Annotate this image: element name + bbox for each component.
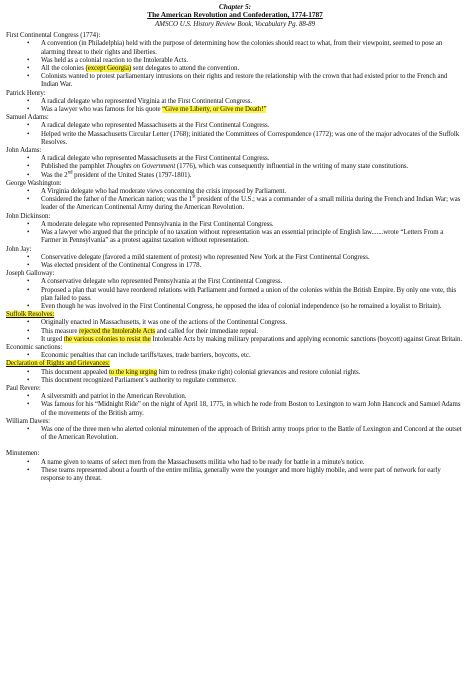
section-william-dawes [6, 418, 464, 443]
section-john-dickinson [6, 213, 464, 246]
bullet-list [6, 393, 464, 418]
text-run: president of the United States (1797-1801). [72, 171, 192, 179]
text-run: and called for their immediate repeal. [155, 327, 259, 335]
list-item [27, 196, 464, 212]
highlighted-text: “Give me Liberty, or Give me Death!” [162, 106, 267, 114]
list-item: • Conservative delegate (favored a mild statement of protest) who represented New York at the First Continental Congress. [27, 254, 464, 262]
bullet-list [6, 155, 464, 180]
highlighted-text: to the king urging [108, 368, 158, 376]
section-paul-revere [6, 385, 464, 418]
ordinal-suffix: st [192, 194, 196, 200]
spacer [6, 442, 464, 450]
page-subtitle: AMSCO U.S. History Review Book, Vocabulary Pg. 88-89 [154, 19, 316, 28]
list-item: • A radical delegate who represented Virginia at the First Continental Congress. [27, 98, 464, 106]
chapter-label: Chapter 5: [218, 2, 252, 11]
bullet-list [6, 278, 464, 311]
section-title: Patrick Henry: [6, 89, 46, 97]
highlighted-text: the various colonies to resist the [63, 335, 151, 343]
list-item: • Was elected president of the Continental Congress in 1778. [27, 262, 464, 270]
section-title: John Dickinson: [6, 212, 51, 220]
text-run: (1776), which was consequently influential in the writing of many state constitutions. [175, 163, 409, 171]
section-title: Economic sanctions: [6, 343, 63, 351]
list-item: • Was held as a colonial reaction to the Intolerable Acts. [27, 57, 464, 65]
text-run: Intolerable Acts by making military preparations and applying economic sanctions (boycott) against Great Britain. [150, 335, 463, 343]
bullet-list [6, 254, 464, 270]
list-item: • Helped write the Massachusetts Circular Letter (1768); initiated the Committees of Correspondence (1772); was one of the major advocates of the Suffolk Resolves. [27, 131, 464, 147]
list-item: • These teams represented about a fourth of the entire militia, generally were the younger and more highly mobile, and were part of network for early response to any threat. [27, 467, 464, 483]
bullet-list [6, 98, 464, 114]
section-john-adams [6, 147, 464, 180]
section-minutemen [6, 450, 464, 483]
document-header [6, 3, 464, 28]
section-title: Minutemen: [6, 450, 40, 458]
bullet-list [6, 426, 464, 442]
text-run: president of the U.S.; was a commander of a small militia during the French and Indian War; was leader of the American Continental Army during the American Revolution. [41, 196, 461, 212]
text-run: Considered the father of the American nation; was the 1 [41, 196, 193, 204]
list-item: • Was one of the three men who alerted colonial minutemen of the approach of British army troops prior to the Battle of Lexington and Concord at the outset of the American Revolution. [27, 426, 464, 442]
section-john-jay [6, 246, 464, 271]
list-item: • A radical delegate who represented Massachusetts at the First Continental Congress. [27, 122, 464, 130]
list-item: • A name given to teams of select men from the Massachusetts militia who had to be ready for battle in a minute's notice. [27, 459, 464, 467]
ordinal-suffix: nd [67, 170, 73, 176]
list-item: • A silversmith and patriot in the American Revolution. [27, 393, 464, 401]
list-item: • Colonists wanted to protest parliamentary intrusions on their rights and restore the relationship with the crown that had existed prior to the French and Indian War. [27, 73, 464, 89]
list-item: • Originally enacted in Massachusetts, it was one of the actions of the Continental Congress. [27, 319, 464, 327]
bullet-list [6, 122, 464, 147]
section-joseph-galloway [6, 270, 464, 311]
highlighted-text: (except Georgia) [85, 65, 132, 73]
section-economic-sanctions [6, 344, 464, 360]
page-title: The American Revolution and Confederation, 1774-1787 [147, 10, 323, 20]
section-title: William Dawes: [6, 417, 50, 425]
bullet-list [6, 319, 464, 344]
list-item [27, 328, 464, 336]
text-run: It urged [41, 335, 64, 343]
list-item: • A radical delegate who represented Massachusetts at the First Continental Congress. [27, 155, 464, 163]
text-run: This document appealed [41, 368, 109, 376]
section-title: Joseph Galloway: [6, 270, 55, 278]
section-george-washington [6, 180, 464, 213]
section-title: Paul Revere: [6, 384, 41, 392]
list-item: • A Virginia delegate who had moderate views concerning the crisis imposed by Parliament. [27, 188, 464, 196]
text-run: Was the 2 [41, 171, 68, 179]
text-run: sent delegates to attend the convention. [131, 65, 240, 73]
section-title: Declaration of Rights and Grievances: [6, 360, 110, 368]
text-run: This measure [41, 327, 80, 335]
text-run: Was a lawyer who was famous for his quote [41, 106, 163, 114]
section-title: Samuel Adams: [6, 114, 49, 122]
list-item [27, 336, 464, 344]
section-title: John Jay: [6, 245, 32, 253]
list-item [27, 106, 464, 114]
section-title: First Continental Congress (1774): [6, 32, 101, 40]
pamphlet-title: Thoughts on Government [106, 163, 176, 171]
section-title: Suffolk Resolves: [6, 311, 55, 319]
list-item [27, 369, 464, 377]
list-item: • Even though he was involved in the First Continental Congress, he opposed the idea of colonial independence (so he remained a loyalist to Britain). [27, 303, 464, 311]
bullet-list [6, 221, 464, 246]
text-run: Published the pamphlet [41, 163, 107, 171]
list-item: • Proposed a plan that would have reordered relations with Parliament and formed a union of the colonies within the British Empire. By only one vote, this plan failed to pass. [27, 287, 464, 303]
highlighted-text: rejected the Intolerable Acts [79, 327, 156, 335]
section-suffolk-resolves [6, 311, 464, 344]
list-item: • Was famous for his “Midnight Ride” on the night of April 18, 1775, in which he rode from Boston to Lexington to warn John Hancock and Samuel Adams of the movements of the British army. [27, 401, 464, 417]
list-item [27, 65, 464, 73]
bullet-list [6, 352, 464, 360]
text-run: him to redress (make right) colonial grievances and restore colonial rights. [157, 368, 361, 376]
list-item: • Was a lawyer who argued that the principle of no taxation without representation was an essential principle of English law.......wrote “Letters From a Farmer in Pennsylvania” as a protest against taxation without representation. [27, 229, 464, 245]
list-item: • A moderate delegate who represented Pennsylvania in the First Continental Congress. [27, 221, 464, 229]
bullet-list [6, 188, 464, 213]
section-patrick-henry [6, 90, 464, 115]
text-run: All the colonies [41, 65, 86, 73]
list-item: • A conservative delegate who represented Pennsylvania at the First Continental Congress. [27, 278, 464, 286]
section-declaration-of-rights [6, 360, 464, 385]
list-item [27, 172, 464, 180]
list-item: • A convention (in Philadelphia) held with the purpose of determining how the colonies should react to what, from their viewpoint, seemed to pose an alarming threat to their rights and liberties. [27, 40, 464, 56]
bullet-list [6, 459, 464, 484]
section-first-continental-congress [6, 32, 464, 89]
list-item: • This document recognized Parliament’s authority to regulate commerce. [27, 377, 464, 385]
list-item: • Economic penalties that can include tariffs/taxes, trade barriers, boycotts, etc. [27, 352, 464, 360]
list-item [27, 163, 464, 171]
section-samuel-adams [6, 114, 464, 147]
bullet-list [6, 40, 464, 89]
section-title: George Washington: [6, 179, 62, 187]
section-title: John Adams: [6, 147, 42, 155]
bullet-list [6, 369, 464, 385]
